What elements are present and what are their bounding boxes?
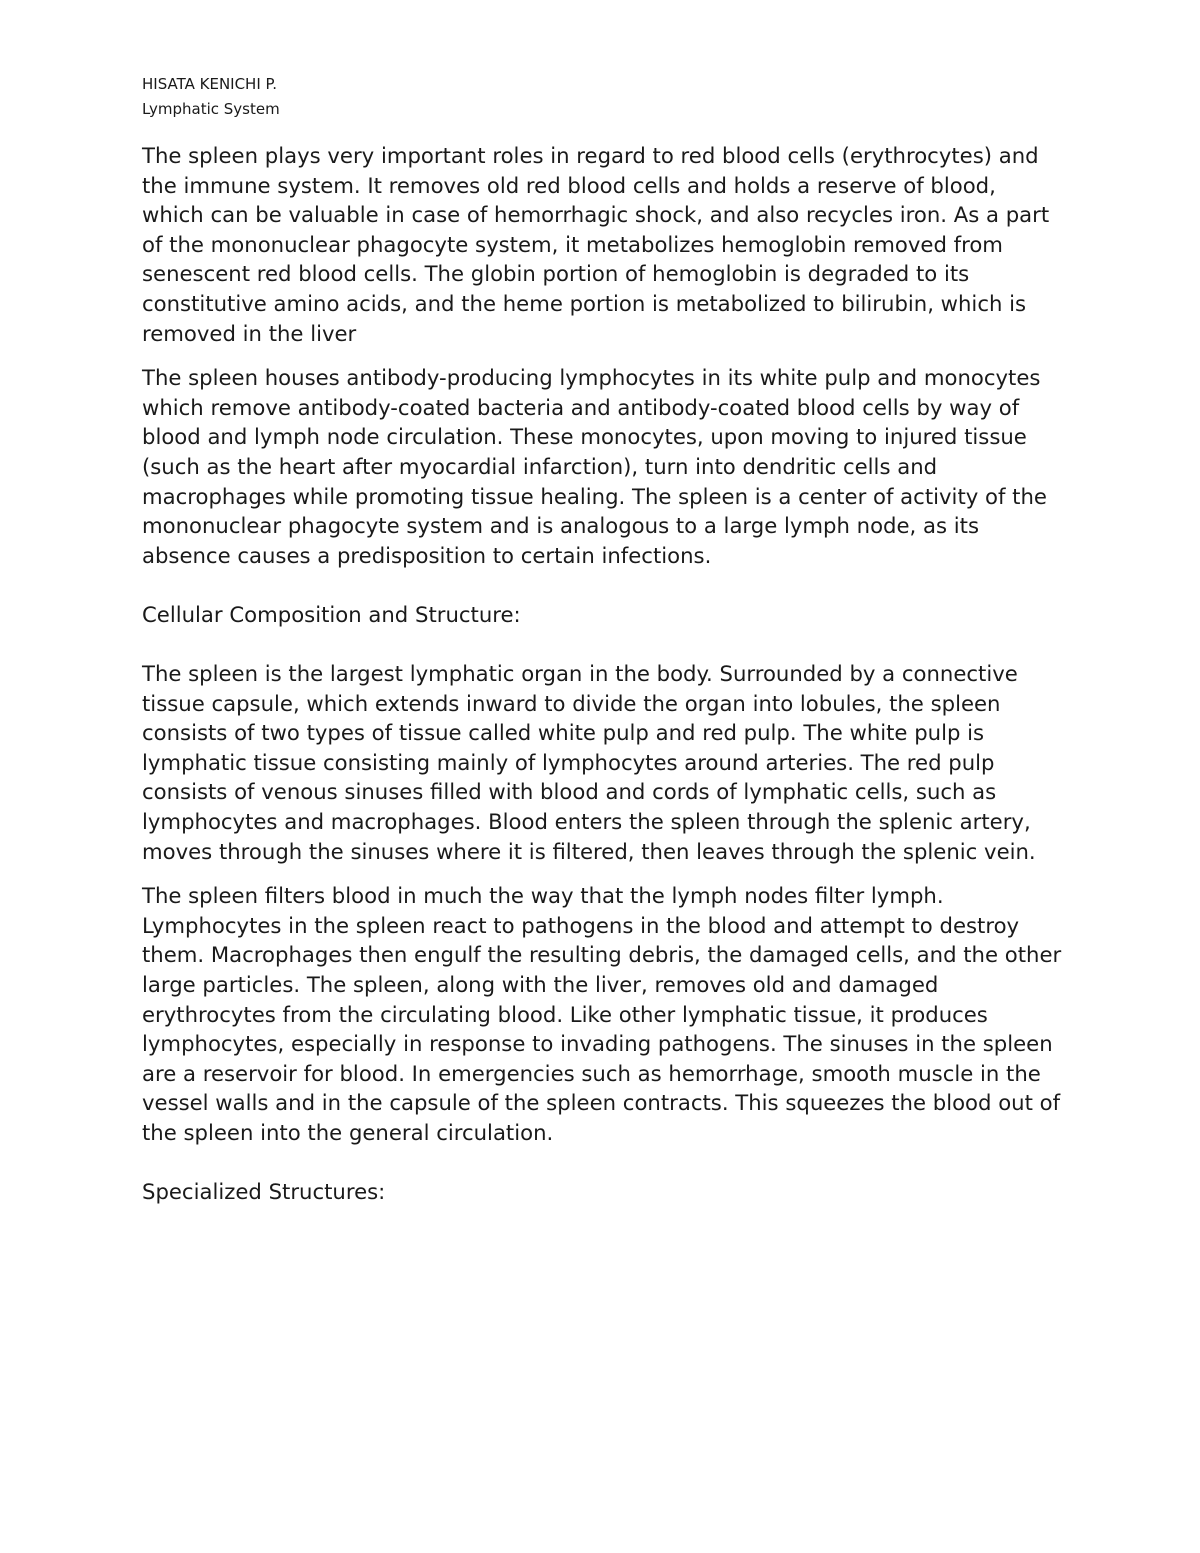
paragraph: The spleen is the largest lymphatic organ in the body. Surrounded by a connective tissue capsule, which extends inward to divide the organ into lobules, the spleen consists of two types of tissue called white pulp and red pulp. The white pulp is lymphatic tissue consisting mainly of lymphocytes around arteries. The red pulp consists of venous sinuses filled with blood and cords of lymphatic cells, such as lymphocytes and macrophages. Blood enters the spleen through the splenic artery, moves through the sinuses where it is filtered, then leaves through the splenic vein. <box>142 661 1036 864</box>
author-name: HISATA KENICHI P. <box>142 75 278 93</box>
section-heading: Specialized Structures: <box>142 1179 386 1205</box>
document-subject: Lymphatic System <box>142 100 280 118</box>
document-body <box>142 141 1062 1207</box>
section-heading: Cellular Composition and Structure: <box>142 601 521 627</box>
paragraph: The spleen plays very important roles in regard to red blood cells (erythrocytes) and the immune system. It removes old red blood cells and holds a reserve of blood, which can be valuable in case of hemorrhagic shock, and also recycles iron. As a part of the mononuclear phagocyte system, it metabolizes hemoglobin removed from senescent red blood cells. The globin portion of hemoglobin is degraded to its constitutive amino acids, and the heme portion is metabolized to bilirubin, which is removed in the liver <box>142 143 1050 346</box>
document-header <box>142 72 842 122</box>
paragraph: The spleen houses antibody-producing lymphocytes in its white pulp and monocytes which remove antibody-coated bacteria and antibody-coated blood cells by way of blood and lymph node circulation. These monocytes, upon moving to injured tissue (such as the heart after myocardial infarction), turn into dendritic cells and macrophages while promoting tissue healing. The spleen is a center of activity of the mononuclear phagocyte system and is analogous to a large lymph node, as its absence causes a predisposition to certain infections. <box>142 365 1047 568</box>
paragraph: The spleen filters blood in much the way that the lymph nodes filter lymph. Lymphocytes in the spleen react to pathogens in the blood and attempt to destroy them. Macrophages then engulf the resulting debris, the damaged cells, and the other large particles. The spleen, along with the liver, removes old and damaged erythrocytes from the circulating blood. Like other lymphatic tissue, it produces lymphocytes, especially in response to invading pathogens. The sinuses in the spleen are a reservoir for blood. In emergencies such as hemorrhage, smooth muscle in the vessel walls and in the capsule of the spleen contracts. This squeezes the blood out of the spleen into the general circulation. <box>142 883 1062 1145</box>
